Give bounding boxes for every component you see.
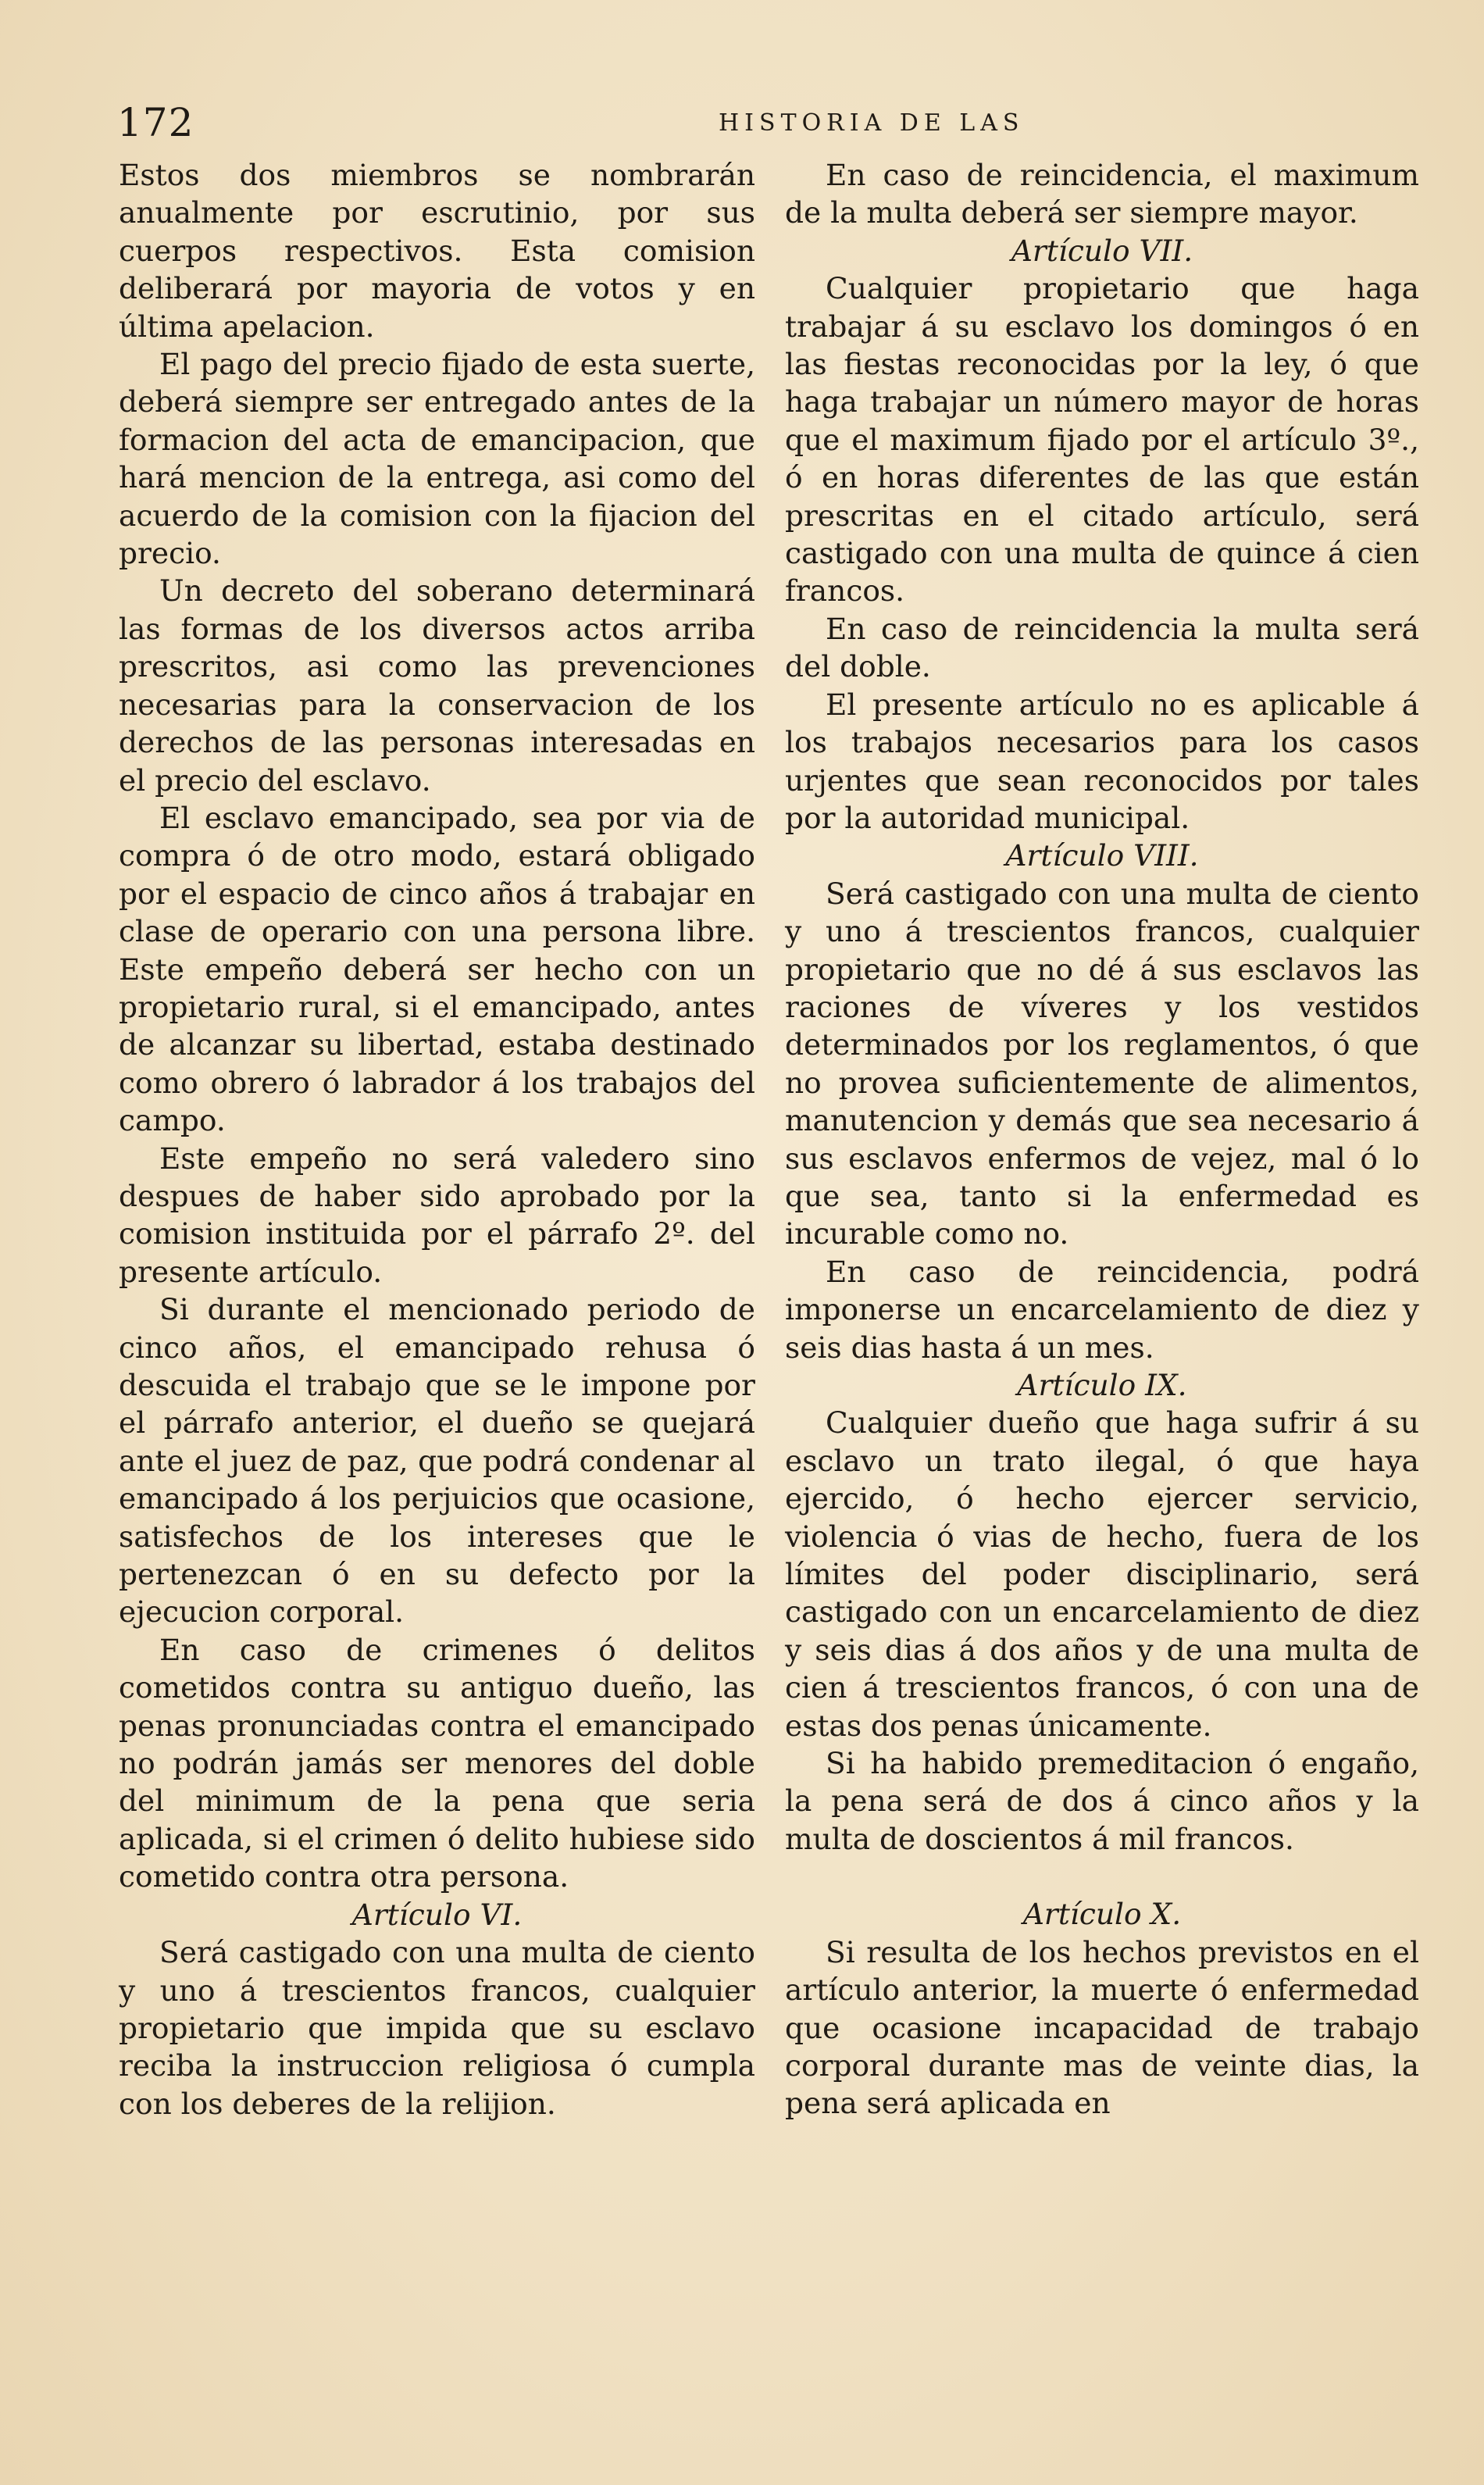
left-column [119,156,755,2123]
page-number: 172 [117,100,194,145]
paragraph: Si ha habido premeditacion ó engaño, la pena será de dos á cinco años y la multa de doscientos á mil francos. [785,1746,1419,1856]
article-heading-viii: Artículo VIII. [1005,838,1199,873]
paragraph: Será castigado con una multa de ciento y uno á trescientos francos, cualquier propietario que impida que su esclavo reciba la instruccion religiosa ó cumpla con los deberes de la relijion. [119,1935,755,2121]
running-head: HISTORIA DE LAS [719,109,1025,137]
paragraph: Estos dos miembros se nombrarán anualmente por escrutinio, por sus cuerpos respectivos. Esta comision deliberará por mayoria de votos y en última apelacion. [119,158,755,344]
paragraph: El presente artículo no es aplicable á los trabajos necesarios para los casos urjentes que sean reconocidos por tales por la autoridad municipal. [785,687,1419,835]
paragraph: En caso de crimenes ó delitos cometidos contra su antiguo dueño, las penas pronunciadas contra el emancipado no podrán jamás ser menores del doble del minimum de la pena que seria aplicada, si el crimen ó delito hubiese sido cometido contra otra persona. [119,1632,755,1894]
paragraph: Cualquier dueño que haga sufrir á su esclavo un trato ilegal, ó que haya ejercido, ó hecho ejercer servicio, violencia ó vias de hecho, fuera de los límites del poder disciplinario, será castigado con un encarcelamiento de diez y seis dias á dos años y de una multa de cien á trescientos francos, ó con una de estas dos penas únicamente. [785,1405,1419,1743]
paragraph: En caso de reincidencia, podrá imponerse un encarcelamiento de diez y seis dias hasta á un mes. [785,1254,1419,1365]
paragraph: En caso de reincidencia la multa será del doble. [785,611,1419,684]
paragraph: Cualquier propietario que haga trabajar á su esclavo los domingos ó en las fiestas reconocidas por la ley, ó que haga trabajar un número mayor de horas que el maximum fijado por el artículo 3º., ó en horas diferentes de las que están prescritas en el citado artículo, será castigado con una multa de quince á cien francos. [785,271,1419,609]
paragraph: Si durante el mencionado periodo de cinco años, el emancipado rehusa ó descuida el trabajo que se le impone por el párrafo anterior, el dueño se quejará ante el juez de paz, que podrá condenar al emancipado á los perjuicios que ocasione, satisfechos de los intereses que le pertenezcan ó en su defecto por la ejecucion corporal. [119,1292,755,1630]
right-column [785,156,1419,2123]
paragraph: En caso de reincidencia, el maximum de la multa deberá ser siempre mayor. [785,158,1419,230]
paragraph: Será castigado con una multa de ciento y uno á trescientos francos, cualquier propietario que no dé á sus esclavos las raciones de víveres y los vestidos determinados por los reglamentos, ó que no provea suficientemente de alimentos, manutencion y demás que sea necesario á sus esclavos enfermos de vejez, mal ó lo que sea, tanto si la enfermedad es incurable como no. [785,876,1419,1251]
article-heading-vii: Artículo VII. [1011,233,1193,268]
page-header [117,100,1414,147]
paragraph: Este empeño no será valedero sino despues de haber sido aprobado por la comision instituida por el párrafo 2º. del presente artículo. [119,1141,755,1289]
paragraph: El pago del precio fijado de esta suerte, deberá siempre ser entregado antes de la formacion del acta de emancipacion, que hará mencion de la entrega, asi como del acuerdo de la comision con la fijacion del precio. [119,347,755,571]
paragraph: El esclavo emancipado, sea por via de compra ó de otro modo, estará obligado por el espacio de cinco años á trabajar en clase de operario con una persona libre. Este empeño deberá ser hecho con un propietario rural, si el emancipado, antes de alcanzar su libertad, estaba destinado como obrero ó labrador á los trabajos del campo. [119,800,755,1138]
article-heading-x: Artículo X. [1022,1897,1182,1932]
paragraph: Si resulta de los hechos previstos en el artículo anterior, la muerte ó enfermedad que ocasione incapacidad de trabajo corporal durante mas de veinte dias, la pena será aplicada en [785,1934,1419,2121]
article-heading-vi: Artículo VI. [351,1897,523,1932]
paragraph: Un decreto del soberano determinará las formas de los diversos actos arriba prescritos, asi como las prevenciones necesarias para la conservacion de los derechos de las personas interesadas en el precio del esclavo. [119,573,755,798]
article-heading-ix: Artículo IX. [1017,1368,1187,1402]
